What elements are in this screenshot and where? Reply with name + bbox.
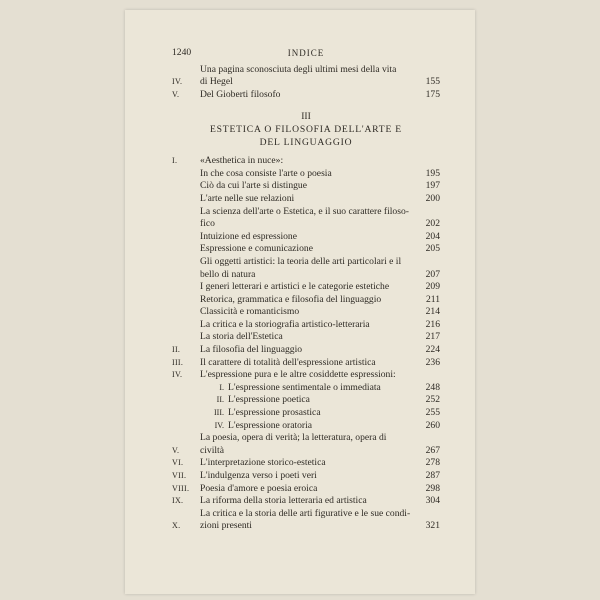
entry-title	[200, 89, 412, 102]
entry-sub-numeral: II.	[216, 395, 224, 405]
index-entry	[172, 344, 440, 357]
entry-title-line: I generi letterari e artistici e le categorie estetiche	[200, 281, 390, 293]
entry-title	[200, 319, 412, 332]
entry-sub-numeral: III.	[214, 408, 224, 418]
entry-title-line: Espressione e comunicazione	[200, 243, 313, 255]
entry-title	[200, 281, 412, 294]
entry-title-line: Ciò da cui l'arte si distingue	[200, 180, 307, 192]
entry-title-line: L'espressione prosastica	[228, 407, 321, 419]
entry-numeral: VIII.	[172, 483, 190, 493]
entry-page-number: 304	[425, 495, 440, 507]
header-spacer	[412, 47, 440, 60]
entry-title-line: Del Gioberti filosofo	[200, 88, 281, 100]
index-entry	[172, 432, 440, 457]
index-entry	[172, 281, 440, 294]
index-entry	[172, 457, 440, 470]
entry-title-line: Gli oggetti artistici: la teoria delle arti particolari e il	[200, 255, 402, 267]
entry-title-line: Una pagina sconosciuta degli ultimi mesi della vita	[200, 63, 397, 75]
index-entry	[172, 394, 440, 407]
entry-numeral: IV.	[172, 370, 183, 380]
entry-title	[200, 369, 412, 382]
entry-sub-numeral: IV.	[214, 420, 224, 430]
entry-title	[200, 64, 412, 89]
entry-title-line: «Aesthetica in nuce»:	[200, 155, 284, 167]
entry-title-line: Poesia d'amore e poesia eroica	[200, 482, 318, 494]
entry-title	[200, 243, 412, 256]
entry-title-line: Classicità e romanticismo	[200, 306, 300, 318]
index-entry	[172, 193, 440, 206]
entry-title	[200, 470, 412, 483]
section-number: III	[301, 111, 311, 123]
entry-title-line: L'indulgenza verso i poeti veri	[200, 470, 317, 481]
entry-page-number: 236	[425, 356, 440, 368]
entry-page-number: 217	[425, 331, 440, 343]
index-entry	[172, 294, 440, 307]
index-entry	[172, 357, 440, 370]
entry-page-number: 204	[425, 230, 440, 242]
entry-title	[200, 306, 412, 319]
section-title	[172, 124, 440, 149]
entry-title	[228, 420, 412, 433]
entry-page-number: 321	[425, 520, 440, 532]
header-title: INDICE	[287, 48, 325, 58]
entry-title	[228, 382, 412, 395]
entry-numeral: V.	[172, 89, 180, 99]
index-entry	[172, 180, 440, 193]
entry-title	[228, 407, 412, 420]
entry-title	[200, 193, 412, 206]
entry-title	[200, 432, 412, 457]
entry-title-line: di Hegel	[200, 76, 233, 88]
entry-page-number: 260	[425, 419, 440, 431]
index-entry	[172, 508, 440, 533]
entry-title	[228, 394, 412, 407]
entry-page-number: 155	[425, 76, 440, 88]
entry-numeral: VI.	[172, 458, 184, 468]
index-entries-list	[172, 155, 440, 533]
entry-title-line: L'espressione oratoria	[228, 419, 313, 431]
page-header	[172, 47, 440, 60]
index-entry	[172, 319, 440, 332]
entry-title	[200, 457, 412, 470]
entry-numeral: X.	[172, 521, 181, 531]
index-entry	[172, 331, 440, 344]
entry-title	[200, 331, 412, 344]
entry-page-number: 252	[425, 394, 440, 406]
entry-page-number: 267	[425, 444, 440, 456]
entry-page-number: 224	[425, 344, 440, 356]
entry-title-line: Il carattere di totalità dell'espressione artistica	[200, 356, 376, 368]
entry-title-line: La poesia, opera di verità; la letteratura, opera di civiltà	[200, 432, 387, 456]
entry-title-line: L'arte nelle sue relazioni	[200, 192, 295, 204]
index-text	[172, 47, 440, 533]
entry-title	[200, 155, 412, 168]
entry-title	[200, 256, 412, 281]
entry-page-number: 216	[425, 318, 440, 330]
entry-page-number: 209	[425, 281, 440, 293]
entry-page-number: 298	[425, 482, 440, 494]
entry-title	[200, 180, 412, 193]
entry-title-line: L'espressione poetica	[228, 394, 310, 406]
entry-title-line: La storia dell'Estetica	[200, 331, 283, 343]
entry-numeral: III.	[172, 357, 184, 367]
entry-numeral: I.	[172, 156, 178, 166]
entry-numeral: VII.	[172, 471, 187, 480]
index-entry	[172, 483, 440, 496]
index-entry	[172, 155, 440, 168]
entry-title-line: In che cosa consiste l'arte o poesia	[200, 167, 332, 179]
entry-title-line: fico	[200, 218, 215, 230]
entry-page-number: 200	[425, 192, 440, 204]
entry-title	[200, 483, 412, 496]
entry-title-line: L'espressione pura e le altre cosiddette espressioni:	[200, 369, 396, 381]
entry-sub-numeral: I.	[219, 382, 224, 392]
entry-title-line: La critica e la storiografia artistico-letteraria	[200, 318, 370, 330]
entry-numeral: IV.	[172, 77, 183, 87]
entry-title-line: L'interpretazione storico-estetica	[200, 457, 326, 469]
entry-title-line: Retorica, grammatica e filosofia del linguaggio	[200, 293, 382, 305]
index-entry	[172, 306, 440, 319]
index-entry	[172, 470, 440, 483]
index-entry	[172, 64, 440, 89]
entry-title-line: La riforma della storia letteraria ed artistica	[200, 495, 367, 507]
entry-title	[200, 294, 412, 307]
entry-numeral: V.	[172, 445, 180, 455]
entry-title	[200, 508, 412, 533]
index-entry	[172, 206, 440, 231]
entry-title-line: La scienza dell'arte o Estetica, e il suo carattere filoso-	[200, 205, 409, 217]
entry-page-number: 214	[425, 306, 440, 318]
index-entry	[172, 369, 440, 382]
entry-page-number: 197	[425, 180, 440, 192]
index-entry	[172, 495, 440, 508]
entry-title-line: bello di natura	[200, 268, 256, 280]
page-number: 1240	[172, 47, 192, 58]
entry-numeral: II.	[172, 345, 181, 355]
entry-title-line: La filosofia del linguaggio	[200, 344, 303, 356]
section-title-line-1: ESTETICA O FILOSOFIA DELL'ARTE E	[210, 123, 402, 135]
index-entry	[172, 420, 440, 433]
entry-title	[200, 344, 412, 357]
entry-title	[200, 168, 412, 181]
index-entry	[172, 407, 440, 420]
entry-page-number: 255	[425, 407, 440, 419]
index-entry	[172, 256, 440, 281]
entry-numeral: IX.	[172, 496, 184, 506]
entry-page-number: 248	[425, 381, 440, 393]
entry-title	[200, 231, 412, 244]
entry-title-line: Intuizione ed espressione	[200, 230, 297, 242]
entry-page-number: 195	[425, 167, 440, 179]
index-entry	[172, 89, 440, 102]
entry-title	[200, 495, 412, 508]
entry-title	[200, 206, 412, 231]
top-entries-list	[172, 64, 440, 102]
entry-title-line: L'espressione sentimentale o immediata	[228, 381, 381, 393]
index-entry	[172, 231, 440, 244]
entry-page-number: 211	[425, 293, 440, 305]
index-entry	[172, 382, 440, 395]
entry-page-number: 278	[425, 457, 440, 469]
entry-page-number: 207	[425, 268, 440, 280]
section-title-line-2: DEL LINGUAGGIO	[259, 136, 353, 148]
entry-title	[200, 357, 412, 370]
entry-page-number: 205	[425, 243, 440, 255]
entry-page-number: 202	[425, 218, 440, 230]
entry-title-line: zioni presenti	[200, 520, 252, 532]
index-entry	[172, 168, 440, 181]
entry-title-line: La critica e la storia delle arti figurative e le sue condi-	[200, 507, 411, 519]
entry-page-number: 287	[425, 470, 440, 481]
entry-page-number: 175	[425, 88, 440, 100]
index-entry	[172, 243, 440, 256]
